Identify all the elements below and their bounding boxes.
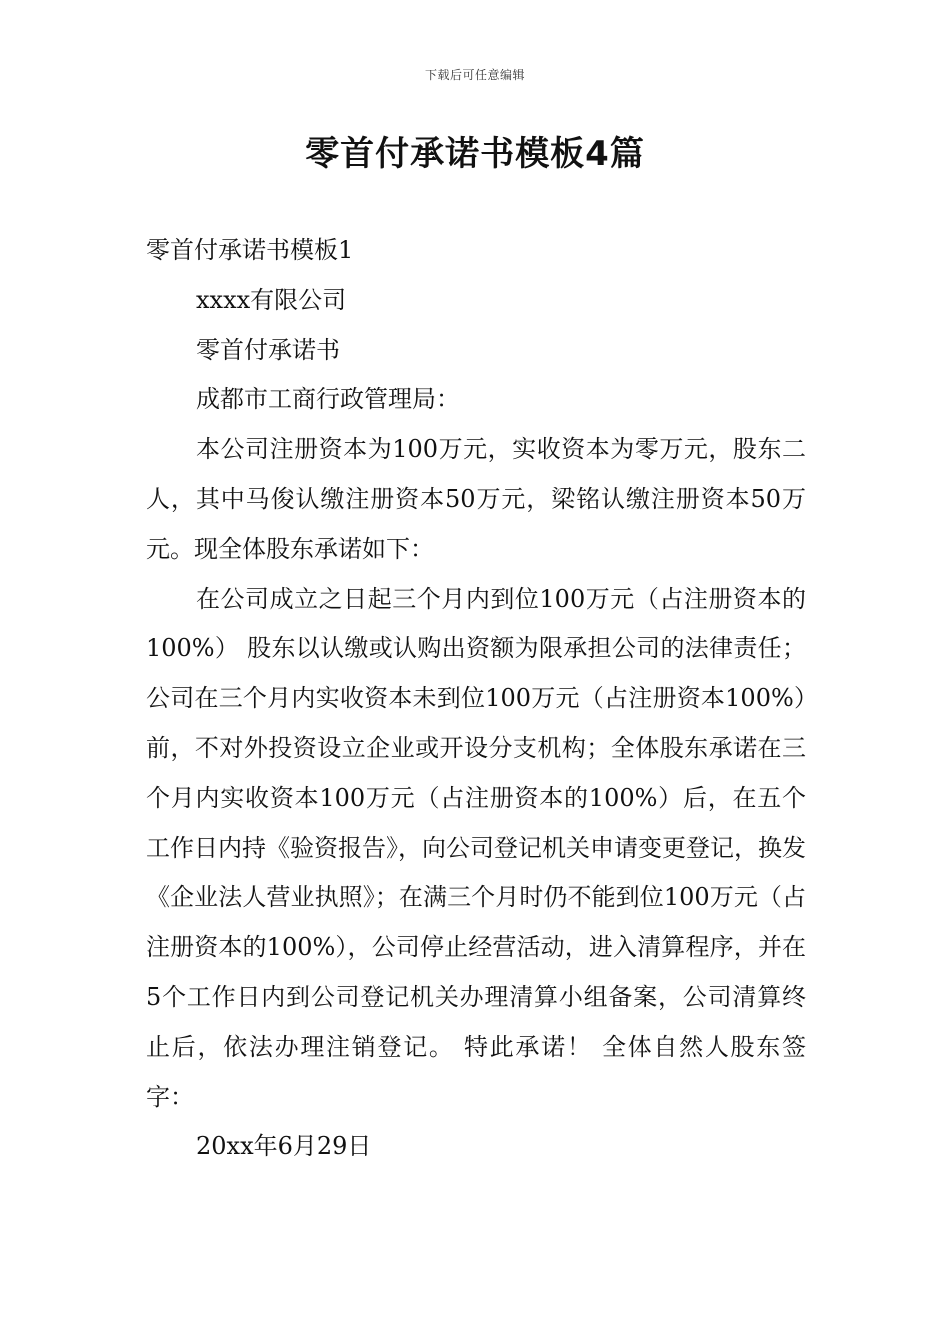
addressee: 成都市工商行政管理局：	[196, 385, 460, 414]
paragraph-commitment: 在公司成立之日起三个月内到位100万元（占注册资本的100%） 股东以认缴或认购出资额为限承担公司的法律责任；公司在三个月内实收资本未到位100万元（占注册资本100%）前，不对外投资设立企业或开设分支机构；全体股东承诺在三个月内实收资本100万元（占注册资本的100%）后，在五个工作日内持《验资报告》，向公司登记机关申请变更登记，换发《企业法人营业执照》；在满三个月时仍不能到位100万元（占注册资本的100%），公司停止经营活动，进入清算程序，并在5个工作日内到公司登记机关办理清算小组备案，公司清算终止后，依法办理注销登记。 特此承诺！ 全体自然人股东签字：	[146, 584, 806, 1111]
page-header-note: 下载后可任意编辑	[424, 68, 525, 82]
signature-date: 20xx年6月29日	[196, 1132, 372, 1161]
company-name: xxxx有限公司	[196, 285, 347, 314]
letter-title: 零首付承诺书	[196, 335, 340, 364]
document-body	[146, 226, 806, 1172]
paragraph-capital: 本公司注册资本为100万元，实收资本为零万元，股东二人，其中马俊认缴注册资本50万元，梁铭认缴注册资本50万元。现全体股东承诺如下：	[146, 435, 806, 563]
document-title: 零首付承诺书模板4篇	[305, 134, 645, 174]
section-heading: 零首付承诺书模板1	[146, 236, 354, 264]
